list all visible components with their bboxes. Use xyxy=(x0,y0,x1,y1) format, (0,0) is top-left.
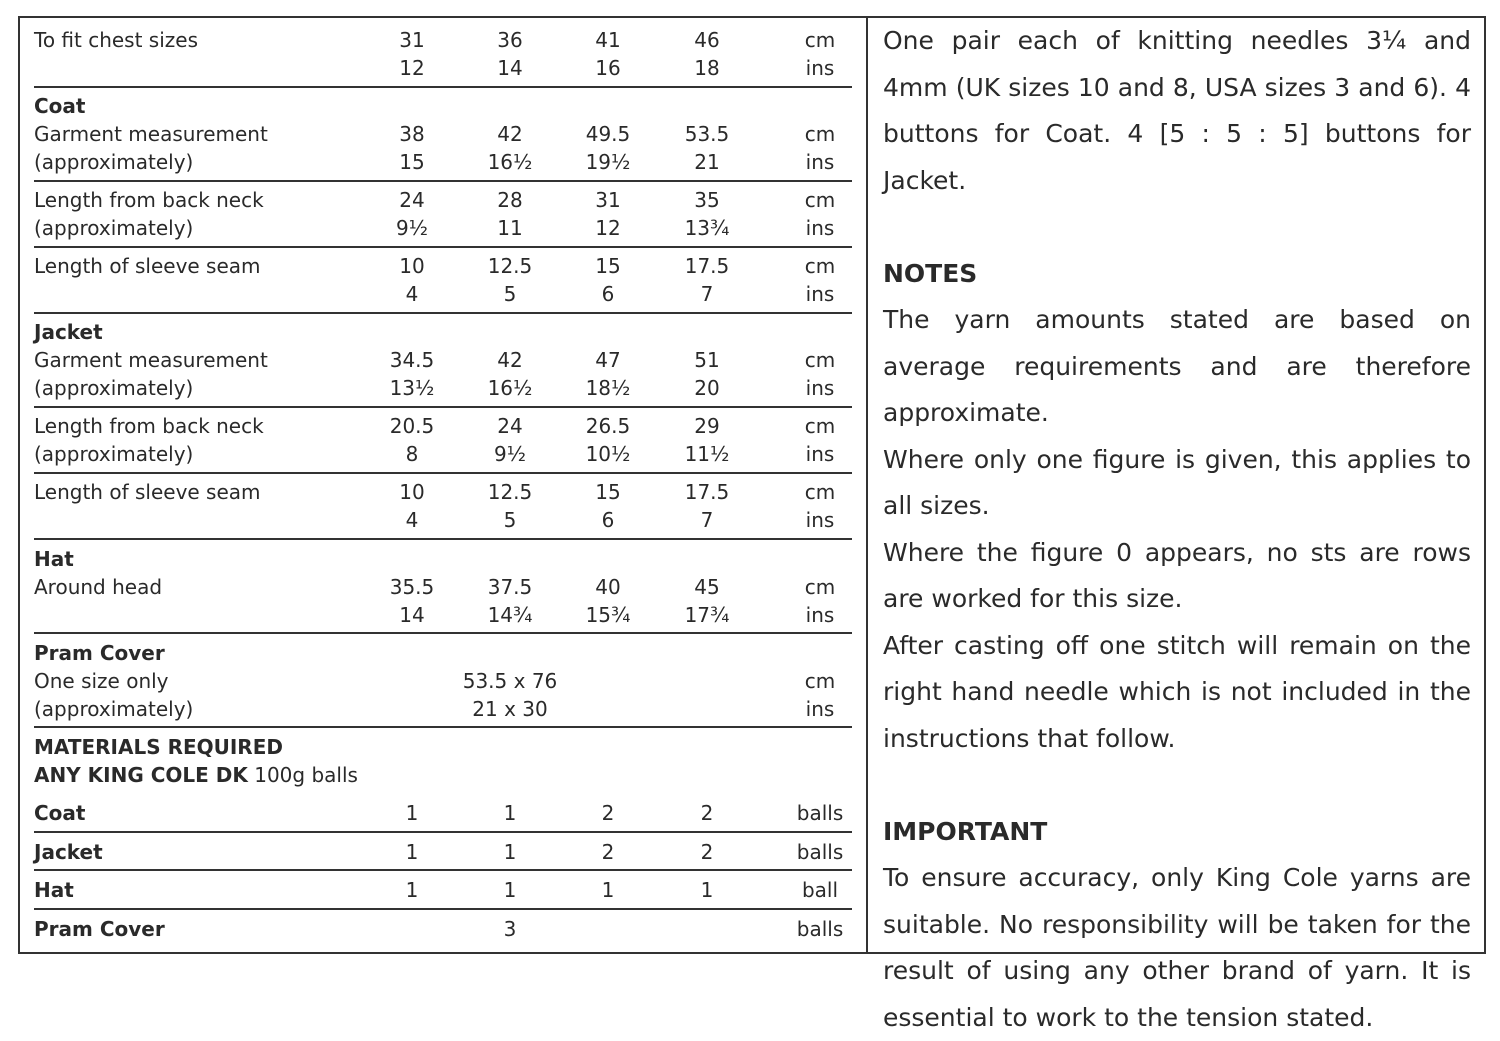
value-cm: 35 xyxy=(694,188,720,212)
value-ins: 18½ xyxy=(585,376,631,400)
notes-column xyxy=(883,18,1471,1041)
material-name: Jacket xyxy=(34,840,103,864)
value-cm: 24 xyxy=(497,414,523,438)
size-cm: 46 xyxy=(694,28,720,52)
material-unit: balls xyxy=(796,917,844,941)
material-value: 3 xyxy=(503,917,517,941)
value-ins: 11½ xyxy=(684,442,730,466)
value-cm: 51 xyxy=(694,348,720,372)
unit-cm: cm xyxy=(804,254,836,278)
value-ins: 20 xyxy=(694,376,720,400)
yarn-brand: ANY KING COLE DK xyxy=(34,763,248,787)
unit-cm: cm xyxy=(804,348,836,372)
unit-cm: cm xyxy=(804,414,836,438)
row-label-sub: (approximately) xyxy=(34,216,194,240)
value-ins: 9½ xyxy=(493,442,527,466)
size-cm: 31 xyxy=(399,28,425,52)
value-ins: 14 xyxy=(399,603,425,627)
row-label: Length of sleeve seam xyxy=(34,480,261,504)
value-ins: 21 xyxy=(694,150,720,174)
unit-ins: ins xyxy=(805,508,835,532)
unit-cm: cm xyxy=(804,480,836,504)
material-value: 2 xyxy=(601,840,615,864)
value-ins: 7 xyxy=(700,282,714,306)
yarn-line xyxy=(34,761,358,789)
value-ins: 12 xyxy=(595,216,621,240)
hat-heading: Hat xyxy=(34,547,74,571)
value-cm: 49.5 xyxy=(585,122,631,146)
value-cm: 35.5 xyxy=(389,575,435,599)
coat-heading: Coat xyxy=(34,94,86,118)
material-value: 1 xyxy=(503,878,517,902)
value-cm: 12.5 xyxy=(487,254,533,278)
material-value: 1 xyxy=(601,878,615,902)
row-divider xyxy=(34,180,852,182)
column-divider xyxy=(866,16,868,954)
value-cm: 40 xyxy=(595,575,621,599)
unit-ins: ins xyxy=(805,603,835,627)
yarn-weight: 100g balls xyxy=(254,763,358,787)
row-label: Around head xyxy=(34,575,163,599)
unit-cm: cm xyxy=(804,575,836,599)
material-name: Pram Cover xyxy=(34,917,165,941)
unit-ins: ins xyxy=(805,697,835,721)
value-ins: 15 xyxy=(399,150,425,174)
value-cm: 20.5 xyxy=(389,414,435,438)
notes-heading: NOTES xyxy=(883,258,978,288)
value-ins: 6 xyxy=(601,282,615,306)
row-label: Garment measurement xyxy=(34,122,268,146)
row-divider xyxy=(34,246,852,248)
row-divider xyxy=(34,86,852,88)
row-label: Length from back neck xyxy=(34,414,264,438)
unit-ins: ins xyxy=(805,216,835,240)
value-ins: 15¾ xyxy=(585,603,631,627)
value-cm: 38 xyxy=(399,122,425,146)
unit-cm: cm xyxy=(804,188,836,212)
value-cm: 10 xyxy=(399,254,425,278)
material-unit: ball xyxy=(801,878,839,902)
size-cm: 36 xyxy=(497,28,523,52)
value-cm: 12.5 xyxy=(487,480,533,504)
value-ins: 8 xyxy=(405,442,419,466)
row-divider xyxy=(34,726,852,728)
row-divider xyxy=(34,908,852,910)
row-label-sub: (approximately) xyxy=(34,376,194,400)
notes-paragraph: Where only one figure is given, this applies to all sizes. xyxy=(883,444,1471,520)
value-ins: 19½ xyxy=(585,150,631,174)
value-ins: 5 xyxy=(503,508,517,532)
value-cm: 37.5 xyxy=(487,575,533,599)
material-value: 1 xyxy=(700,878,714,902)
material-unit: balls xyxy=(796,840,844,864)
important-heading: IMPORTANT xyxy=(883,816,1048,846)
value-cm: 10 xyxy=(399,480,425,504)
value-ins: 16½ xyxy=(487,150,533,174)
pram-heading: Pram Cover xyxy=(34,641,165,665)
value-cm: 24 xyxy=(399,188,425,212)
unit-ins: ins xyxy=(805,56,835,80)
value-cm: 17.5 xyxy=(684,254,730,278)
value-ins: 17¾ xyxy=(684,603,730,627)
material-unit: balls xyxy=(796,801,844,825)
unit-ins: ins xyxy=(805,282,835,306)
value-cm: 34.5 xyxy=(389,348,435,372)
value-cm: 47 xyxy=(595,348,621,372)
value-cm: 17.5 xyxy=(684,480,730,504)
value-cm: 31 xyxy=(595,188,621,212)
value-ins: 4 xyxy=(405,282,419,306)
material-value: 2 xyxy=(601,801,615,825)
notes-paragraph: After casting off one stitch will remain on the right hand needle which is not included in the instructions that follow. xyxy=(883,630,1471,753)
material-value: 1 xyxy=(405,840,419,864)
materials-heading: MATERIALS REQUIRED xyxy=(34,735,283,759)
unit-ins: ins xyxy=(805,442,835,466)
value-ins: 16½ xyxy=(487,376,533,400)
value-ins: 13¾ xyxy=(684,216,730,240)
value-cm: 29 xyxy=(694,414,720,438)
sizes-label: To fit chest sizes xyxy=(34,28,199,52)
value-ins: 14¾ xyxy=(487,603,533,627)
value-ins: 5 xyxy=(503,282,517,306)
size-cm: 41 xyxy=(595,28,621,52)
value-cm: 15 xyxy=(595,254,621,278)
important-text: To ensure accuracy, only King Cole yarns are suitable. No responsibility will be taken for the result of using any other brand of yarn. It is essential to work to the tension stated. xyxy=(883,863,1471,1032)
unit-cm: cm xyxy=(804,669,836,693)
value-cm: 53.5 x 76 xyxy=(462,669,558,693)
row-label-sub: (approximately) xyxy=(34,150,194,174)
jacket-heading: Jacket xyxy=(34,320,103,344)
notes-paragraph: Where the figure 0 appears, no sts are rows are worked for this size. xyxy=(883,537,1471,613)
material-value: 1 xyxy=(405,801,419,825)
value-ins: 6 xyxy=(601,508,615,532)
material-value: 1 xyxy=(405,878,419,902)
material-name: Coat xyxy=(34,801,86,825)
row-divider xyxy=(34,538,852,540)
value-cm: 42 xyxy=(497,122,523,146)
row-divider xyxy=(34,472,852,474)
value-ins: 11 xyxy=(497,216,523,240)
notes-paragraph: The yarn amounts stated are based on average requirements and are therefore approximate. xyxy=(883,305,1471,427)
material-name: Hat xyxy=(34,878,74,902)
unit-cm: cm xyxy=(804,122,836,146)
unit-cm: cm xyxy=(804,28,836,52)
value-ins: 10½ xyxy=(585,442,631,466)
row-divider xyxy=(34,869,852,871)
row-label: Length from back neck xyxy=(34,188,264,212)
value-cm: 42 xyxy=(497,348,523,372)
value-cm: 28 xyxy=(497,188,523,212)
value-ins: 7 xyxy=(700,508,714,532)
value-ins: 13½ xyxy=(389,376,435,400)
value-ins: 4 xyxy=(405,508,419,532)
value-cm: 53.5 xyxy=(684,122,730,146)
row-label-sub: (approximately) xyxy=(34,442,194,466)
size-ins: 16 xyxy=(595,56,621,80)
needles-text: One pair each of knitting needles 3¼ and 4mm (UK sizes 10 and 8, USA sizes 3 and 6). 4 buttons for Coat. 4 [5 : 5 : 5] buttons for Jacket. xyxy=(883,26,1471,195)
value-ins: 21 x 30 xyxy=(472,697,548,721)
size-ins: 12 xyxy=(399,56,425,80)
row-divider xyxy=(34,312,852,314)
material-value: 1 xyxy=(503,840,517,864)
value-ins: 9½ xyxy=(395,216,429,240)
row-label: One size only xyxy=(34,669,169,693)
material-value: 1 xyxy=(503,801,517,825)
size-ins: 18 xyxy=(694,56,720,80)
unit-ins: ins xyxy=(805,376,835,400)
row-label-sub: (approximately) xyxy=(34,697,194,721)
material-value: 2 xyxy=(700,840,714,864)
row-divider xyxy=(34,406,852,408)
value-cm: 45 xyxy=(694,575,720,599)
row-label: Garment measurement xyxy=(34,348,268,372)
row-label: Length of sleeve seam xyxy=(34,254,261,278)
material-value: 2 xyxy=(700,801,714,825)
row-divider xyxy=(34,632,852,634)
value-cm: 26.5 xyxy=(585,414,631,438)
size-ins: 14 xyxy=(497,56,523,80)
row-divider xyxy=(34,831,852,833)
value-cm: 15 xyxy=(595,480,621,504)
unit-ins: ins xyxy=(805,150,835,174)
